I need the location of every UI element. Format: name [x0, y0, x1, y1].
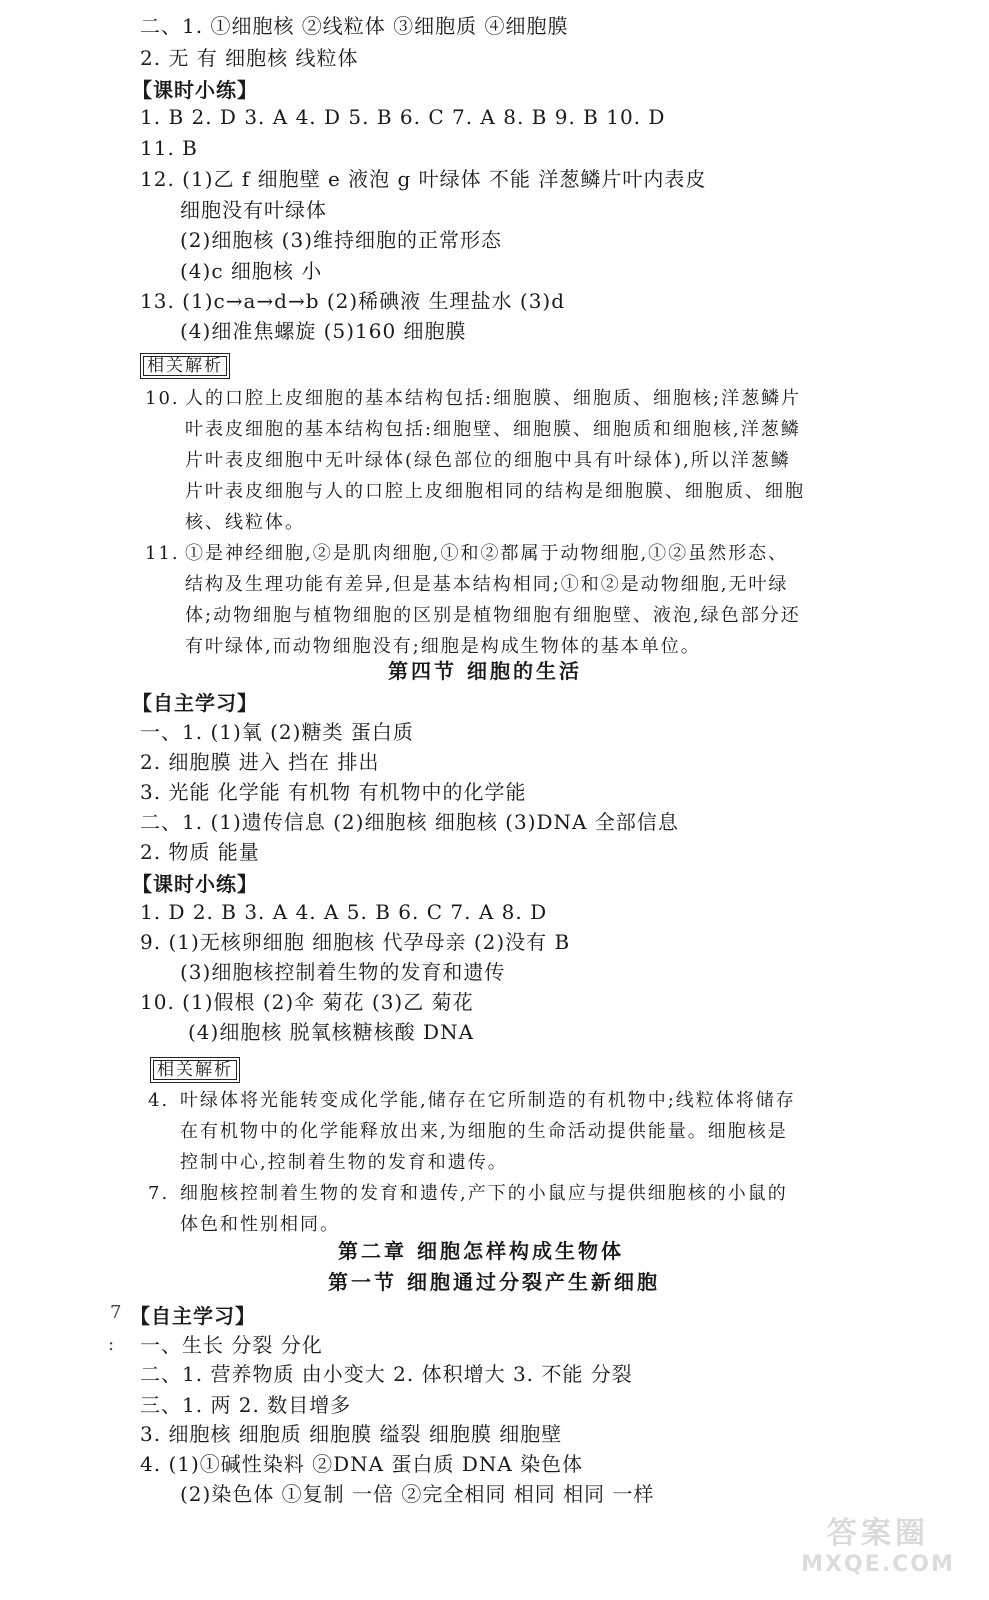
- section-label: 【课时小练】: [132, 78, 258, 102]
- section-label: 【课时小练】: [132, 872, 258, 896]
- answer-line: (4)c 细胞核 小: [180, 259, 323, 283]
- answer-line: 1. B 2. D 3. A 4. D 5. B 6. C 7. A 8. B 9. B 10. D: [140, 105, 666, 129]
- answer-line: 2. 物质 能量: [140, 840, 260, 864]
- answer-line: (2)细胞核 (3)维持细胞的正常形态: [180, 228, 503, 252]
- analysis-text: 叶表皮细胞的基本结构包括:细胞壁、细胞膜、细胞质和细胞核,洋葱鳞: [185, 419, 801, 440]
- answer-line: 3. 细胞核 细胞质 细胞膜 缢裂 细胞膜 细胞壁: [140, 1422, 563, 1446]
- margin-mark: :: [108, 1334, 115, 1355]
- answer-line: 一、生长 分裂 分化: [140, 1333, 323, 1357]
- answer-line: 10. (1)假根 (2)伞 菊花 (3)乙 菊花: [140, 990, 474, 1014]
- analysis-label: 相关解析: [140, 353, 230, 379]
- answer-line: 11. B: [140, 136, 198, 160]
- analysis-text: 核、线粒体。: [185, 512, 305, 533]
- answer-line: 3. 光能 化学能 有机物 有机物中的化学能: [140, 780, 527, 804]
- analysis-text: 体色和性别相同。: [180, 1214, 340, 1235]
- analysis-text: 片叶表皮细胞与人的口腔上皮细胞相同的结构是细胞膜、细胞质、细胞: [185, 481, 805, 502]
- analysis-text: 结构及生理功能有差异,但是基本结构相同;①和②是动物细胞,无叶绿: [185, 574, 789, 595]
- answer-line: 13. (1)c→a→d→b (2)稀碘液 生理盐水 (3)d: [140, 289, 566, 313]
- answer-line: 12. (1)乙 f 细胞壁 e 液泡 g 叶绿体 不能 洋葱鳞片叶内表皮: [140, 167, 707, 191]
- section-label: 【自主学习】: [130, 1304, 256, 1328]
- analysis-text: 在有机物中的化学能释放出来,为细胞的生命活动提供能量。细胞核是: [180, 1121, 788, 1142]
- answer-line: 三、1. 两 2. 数目增多: [140, 1393, 352, 1417]
- analysis-text: 控制中心,控制着生物的发育和遗传。: [180, 1152, 508, 1173]
- answer-line: (4)细胞核 脱氧核糖核酸 DNA: [188, 1020, 475, 1044]
- analysis-text: ①是神经细胞,②是肌肉细胞,①和②都属于动物细胞,①②虽然形态、: [185, 543, 789, 564]
- answer-line: 二、1. (1)遗传信息 (2)细胞核 细胞核 (3)DNA 全部信息: [140, 810, 679, 834]
- analysis-label: 相关解析: [150, 1057, 240, 1083]
- answer-line: 1. D 2. B 3. A 4. A 5. B 6. C 7. A 8. D: [140, 900, 548, 924]
- answer-line: 一、1. (1)氧 (2)糖类 蛋白质: [140, 720, 414, 744]
- analysis-text: 细胞核控制着生物的发育和遗传,产下的小鼠应与提供细胞核的小鼠的: [180, 1183, 788, 1204]
- answer-line: 二、1. 营养物质 由小变大 2. 体积增大 3. 不能 分裂: [140, 1362, 633, 1386]
- watermark-url: MXQE.COM: [801, 1552, 955, 1577]
- question-number: 7.: [148, 1183, 170, 1204]
- answer-line: 4. (1)①碱性染料 ②DNA 蛋白质 DNA 染色体: [140, 1452, 584, 1476]
- chapter-title: 第二章 细胞怎样构成生物体: [338, 1239, 624, 1263]
- answer-line: (2)染色体 ①复制 一倍 ②完全相同 相同 相同 一样: [180, 1482, 655, 1506]
- analysis-text: 片叶表皮细胞中无叶绿体(绿色部位的细胞中具有叶绿体),所以洋葱鳞: [185, 450, 791, 471]
- analysis-text: 有叶绿体,而动物细胞没有;细胞是构成生物体的基本单位。: [185, 636, 701, 657]
- watermark-title: 答案圈: [827, 1516, 929, 1551]
- section-title: 第四节 细胞的生活: [388, 659, 582, 683]
- answer-line: 2. 无 有 细胞核 线粒体: [140, 46, 359, 70]
- answer-line: 细胞没有叶绿体: [180, 198, 327, 222]
- margin-mark: 7: [110, 1302, 122, 1323]
- section-label: 【自主学习】: [132, 691, 258, 715]
- analysis-text: 体;动物细胞与植物细胞的区别是植物细胞有细胞壁、液泡,绿色部分还: [185, 605, 801, 626]
- answer-line: (4)细准焦螺旋 (5)160 细胞膜: [180, 319, 467, 343]
- answer-line: (3)细胞核控制着生物的发育和遗传: [180, 960, 506, 984]
- answer-line: 2. 细胞膜 进入 挡在 排出: [140, 750, 380, 774]
- question-number: 4.: [148, 1090, 170, 1111]
- section-title: 第一节 细胞通过分裂产生新细胞: [328, 1270, 660, 1294]
- analysis-text: 叶绿体将光能转变成化学能,储存在它所制造的有机物中;线粒体将储存: [180, 1090, 796, 1111]
- analysis-text: 人的口腔上皮细胞的基本结构包括:细胞膜、细胞质、细胞核;洋葱鳞片: [185, 388, 802, 409]
- watermark-logo: [793, 1516, 963, 1584]
- question-number: 10.: [145, 388, 180, 409]
- answer-line: 9. (1)无核卵细胞 细胞核 代孕母亲 (2)没有 B: [140, 930, 571, 954]
- question-number: 11.: [145, 543, 180, 564]
- answer-line: 二、1. ①细胞核 ②线粒体 ③细胞质 ④细胞膜: [140, 14, 569, 38]
